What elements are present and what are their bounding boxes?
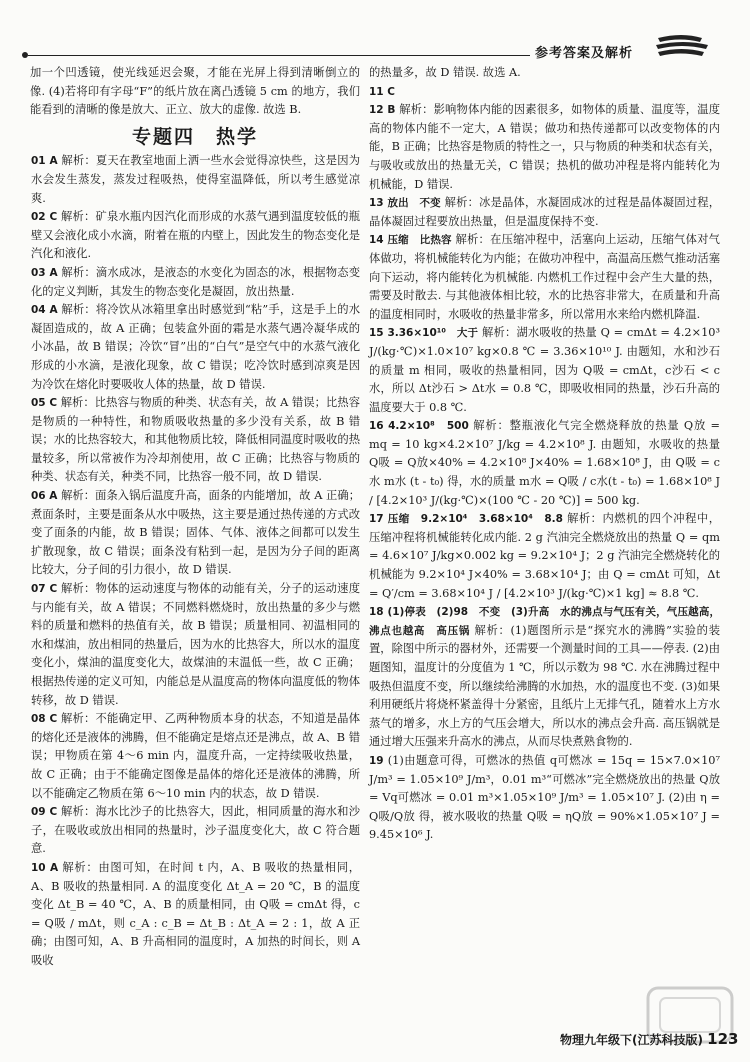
answer-number: 14 压缩 比热容 [369,234,452,247]
footer-book-title: 物理九年级下(江苏科技版) [560,1033,703,1047]
answer-text: (1)由题意可得，可燃冰的热值 q可燃冰 = 15q = 15×7.0×10⁷ J/m³ = 1.05×10⁹ J/m³，0.01 m³“可燃冰”完全燃烧放出的热量 Q放 = Vq可燃冰 = 0.01 m³×1.05×10⁹ J/m³ = 1.05×10⁷ J. (2)由 η = Q吸/Q放 得，被水吸收的热量 Q吸 = ηQ放 = 90%×1.05×10⁷ J = 9.45×10⁶ J. [369,753,720,842]
answer-item [368,101,720,194]
answer-item [30,394,360,487]
answer-text: 解析：海水比沙子的比热容大，因此，相同质量的海水和沙子，在吸收或放出相同的热量时，沙子温度变化大，故 C 符合题意. [31,805,360,856]
answer-number: 17 压缩 9.2×10⁴ 3.68×10⁴ 8.8 [369,513,563,526]
answer-item [30,580,360,710]
answer-number: 03 A [31,266,58,279]
answer-number: 04 A [31,304,58,317]
answer-item [368,231,720,324]
answer-number: 09 C [31,806,58,819]
answer-item [30,803,360,859]
page-footer [560,1030,738,1048]
section-title: 专题四 热学 [131,125,258,148]
answer-item [30,264,360,301]
answer-text: 解析：将冷饮从冰箱里拿出时感觉到“粘”手，这是手上的水凝固造成的，故 A 正确；包装盒外面的霜是水蒸气遇冷凝华成的小冰晶，故 B 错误；冷饮“冒”出的“白气”是空气中的水蒸气液化形成的小水滴，是液化现象，故 C 错误；吃冷饮时感到凉爽是因为冷饮在熔化时要吸收人体的热量，故 D 错误. [31,303,360,391]
answer-text: 解析：矿泉水瓶内因汽化而形成的水蒸气遇到温度较低的瓶壁又会液化成小水滴，附着在瓶的内壁上，因此发生的物态变化是汽化和液化. [31,210,360,261]
answer-text: 解析：冰是晶体，水凝固成冰的过程是晶体凝固过程，晶体凝固过程要放出热量，但是温度保持不变. [369,196,720,228]
answer-number: 19 [369,754,384,767]
answer-text: 解析：面条入锅后温度升高，面条的内能增加，故 A 正确；煮面条时，主要是面条从水中吸热，这主要是通过热传递的方式改变了面条的内能，故 B 错误；固体、气体、液体之间都可以发生扩散现象，故 C 错误；面条没有粘到一起，是因为分子间的距离比较大，分子间的引力很小，故 D 错误. [31,489,361,577]
answer-number: 10 A [31,861,59,874]
answer-text: 解析：内燃机的四个冲程中，压缩冲程将机械能转化成内能. 2 g 汽油完全燃烧放出的热量 Q = qm = 4.6×10⁷ J/kg×0.002 kg = 9.2×10⁴ J；2 g 汽油完全燃烧转化的机械能为 9.2×10⁴ J×40% = 3.68×10⁴ J；由 Q = cmΔt 可知，Δt = Q′/cm = 3.68×10⁴ J / [4.2×10³ J/(kg·℃)×1 kg] ≈ 8.8 ℃. [369,512,720,600]
page-header [0,0,750,60]
answer-item [368,510,720,603]
right-column [368,64,720,845]
answer-number: 05 C [31,397,58,410]
answer-text: 解析：夏天在教室地面上洒一些水会觉得凉快些，这是因为水会发生蒸发，蒸发过程吸热，使得室温降低，所以考生感觉凉爽. [31,154,360,205]
left-column [30,64,360,971]
answer-item [30,152,360,208]
book-logo-icon [652,32,722,60]
answer-item [30,859,360,971]
page-number: 123 [707,1030,739,1048]
answer-text: 解析：整瓶液化气完全燃烧释放的热量 Q放 = mq = 10 kg×4.2×10⁷ J/kg = 4.2×10⁸ J. 由题知，水吸收的热量 Q吸 = Q放×40% = 4.2×10⁸ J×40% = 1.68×10⁸ J，由 Q吸 = c水 m水 (t - t₀) 得，水的质量 m水 = Q吸 / c水(t - t₀) = 1.68×10⁸ J / [4.2×10³ J/(kg·℃)×(100 ℃ - 20 ℃)] = 500 kg. [369,419,720,507]
answer-item [368,324,720,417]
right-answer-list [368,64,720,845]
answer-number: 07 C [31,583,58,596]
answer-item [368,64,720,83]
answer-text: 解析：比热容与物质的种类、状态有关，故 A 错误；比热容是物质的一种特性，和物质吸收热量的多少没有关系，故 B 错误；水的比热容较大，和其他物质比较，降低相同温度时吸收的热量较多，所以常被作为冷却剂使用，故 C 正确；比热容与物质的种类、状态有关，种类不同，比热容一般不同，故 D 错误. [31,396,361,484]
answer-item [368,603,720,752]
answer-item [30,487,360,580]
answer-text: 解析：影响物体内能的因素很多，如物体的质量、温度等，温度高的物体内能不一定大，A 错误；做功和热传递都可以改变物体的内能，B 正确；比热容是物质的特性之一，只与物质的种类和状态有关，与吸收或放出的热量无关，C 错误；热机的做功冲程是将内能转化为机械能，D 错误. [369,103,720,191]
answer-number: 15 3.36×10¹⁰ 大于 [369,327,479,340]
answer-number: 12 B [369,104,396,117]
answer-number: 13 放出 不变 [369,197,441,210]
answer-text: 解析：(1)题图所示是“探究水的沸腾”实验的装置，除图中所示的器材外，还需要一个测量时间的工具——停表. (2)由题图知，温度计的分度值为 1 ℃，所以示数为 98 ℃. 水在沸腾过程中吸热但温度不变，所以继续给沸腾的水加热，水的温度也不变. (3)如果利用硬纸片将烧杯紧盖得十分紧密，且纸片上无排气孔，随着水上方水蒸气的增多，水上方的气压会增大，所以水的沸点会升高. 高压锅就是通过增大压强来升高水的沸点，从而尽快煮熟食物的. [369,623,721,749]
answer-item [368,752,720,845]
header-title: 参考答案及解析 [535,46,634,61]
answer-item [30,208,360,264]
answer-number: 08 C [31,713,58,726]
answer-text: 解析：物体的运动速度与物体的动能有关，分子的运动速度与内能有关，故 A 错误；不同燃料燃烧时，放出热量的多少与燃料的质量和燃料的热值有关，故 B 错误；质量相同、初温相同的水和煤油，放出相同的热量后，因为水的比热容大，所以水的温度变化小，煤油的温度变化大，故煤油的末温低一些，故 C 正确；根据热传递的定义可知，内能总是从温度高的物体向温度低的物体转移，故 D 错误. [31,582,360,707]
answer-number: 01 A [31,155,58,168]
answer-number: 18 (1)停表 (2)98 不变 (3)升高 水的沸点与气压有关，气压越高，沸点也越高 高压锅 [369,606,720,637]
left-intro: 加一个凹透镜，使光线延迟会聚，才能在光屏上得到清晰倒立的像. (4)若将印有字母“F”的纸片放在离凸透镜 5 cm 的地方，我们能看到的清晰的像是放大、正立、放大的虚像. 故选 B. [30,66,360,117]
answer-number: 11 C [369,85,395,98]
answer-number: 16 4.2×10⁸ 500 [369,420,469,433]
answer-text: 解析：由图可知，在时间 t 内，A、B 吸收的热量相同，A、B 吸收的热量相同. A 的温度变化 Δt_A = 20 ℃，B 的温度变化 Δt_B = 40 ℃，A、B 的质量相同，由 Q吸 = cmΔt 得，c = Q吸 / mΔt，则 c_A : c_B = Δt_B : Δt_A = 2 : 1，故 A 正确；由图可知，A、B 升高相同的温度时，A 加热的时间长，则 A 吸收 [31,860,360,967]
left-answer-list [30,152,360,970]
header-rule [28,55,530,56]
answer-text: 解析：在压缩冲程中，活塞向上运动，压缩气体对气体做功，将机械能转化为内能；在做功冲程中，高温高压燃气推动活塞向下运动，将内能转化为机械能. 内燃机工作过程中会产生大量的热，需要及时散去. 与其他液体相比较，水的比热容非常大，在质量和升高的温度相同时，水吸收的热量非常多，所以常用水来给内燃机降温. [369,233,720,321]
answer-text: 解析：滴水成冰，是液态的水变化为固态的冰，根据物态变化的定义判断，其发生的物态变化是凝固，放出热量. [31,265,360,298]
answer-text: 解析：不能确定甲、乙两种物质本身的状态，不知道是晶体的熔化还是液体的沸腾，但不能确定是熔点还是沸点，故 A、B 错误；甲物质在第 4～6 min 内，温度升高，一定持续吸收热量，故 C 正确；由于不能确定图像是晶体的熔化还是液体的沸腾，所以不能确定乙物质在第 6～10 min 内的状态，故 D 错误. [31,712,360,800]
answer-item [368,83,720,102]
answer-item [30,301,360,394]
answer-number: 06 A [31,490,58,503]
answer-text: 解析：湖水吸收的热量 Q = cmΔt = 4.2×10³ J/(kg·℃)×1.0×10⁷ kg×0.8 ℃ = 3.36×10¹⁰ J. 由题知，水和沙石的质量 m 相同，吸收的热量相同，因为 Q吸 = cmΔt，c沙石 < c水，所以 Δt沙石 > Δt水 = 0.8 ℃，即吸收相同的热量，沙石升高的温度要大于 0.8 ℃. [369,326,720,414]
answer-item [368,194,720,231]
answer-number: 02 C [31,211,58,224]
answer-item [30,710,360,803]
answer-item [368,417,720,510]
answer-text: 的热量多，故 D 错误. 故选 A. [369,66,521,79]
